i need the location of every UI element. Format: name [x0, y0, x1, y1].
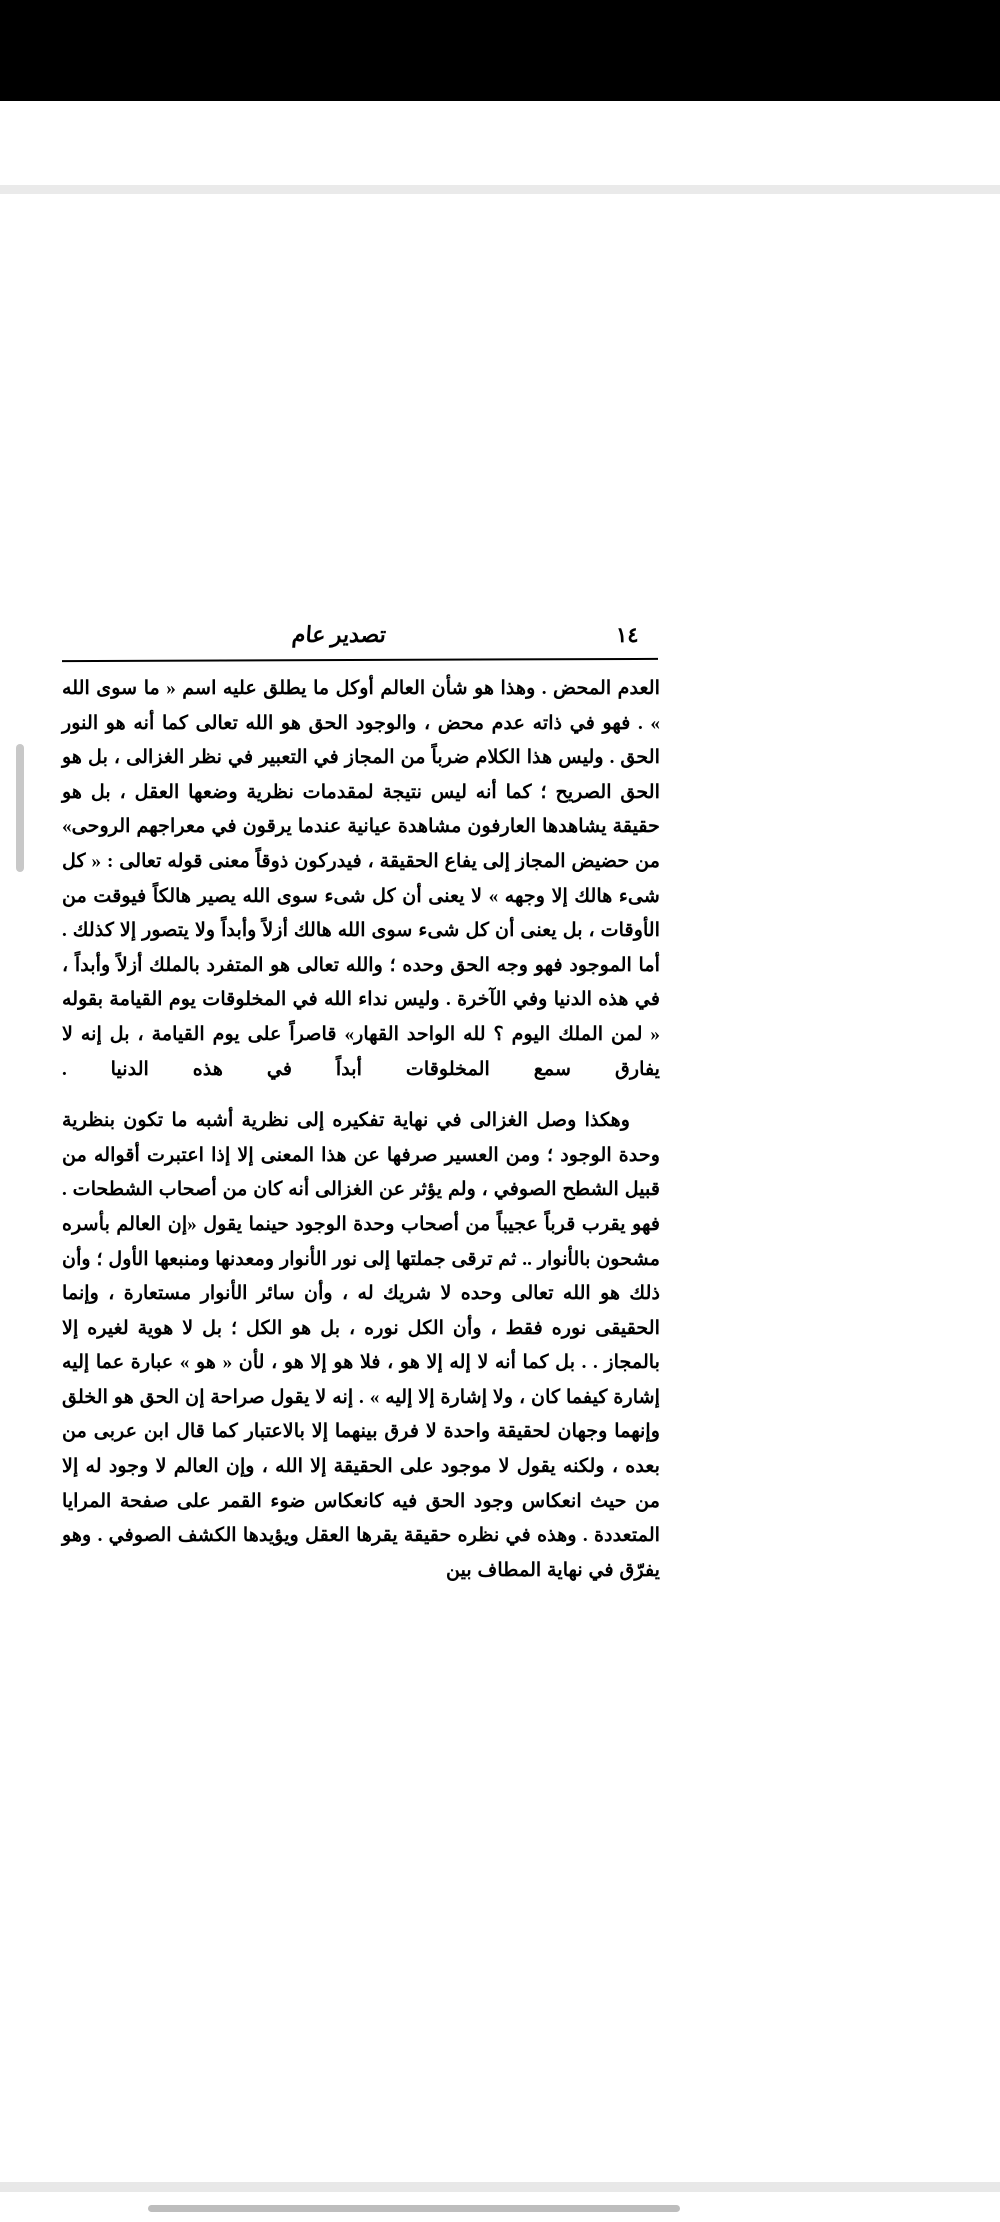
header-rule	[62, 658, 658, 662]
page-right-margin	[710, 194, 1000, 2182]
scanned-page-content	[0, 194, 710, 2182]
scrollbar-thumb[interactable]	[16, 744, 24, 872]
body-text-column	[62, 672, 660, 1588]
page-number: ١٤	[616, 623, 639, 647]
reader-toolbar-area	[0, 101, 1000, 185]
home-indicator[interactable]	[148, 2205, 680, 2212]
bottom-divider	[0, 2182, 1000, 2192]
running-head-row	[62, 604, 662, 648]
toolbar-divider	[0, 185, 1000, 194]
paragraph: وهكذا وصل الغزالى في نهاية تفكيره إلى نظرية أشبه ما تكون بنظرية وحدة الوجود ؛ ومن العسير صرفها عن هذا المعنى إلا إذا اعتبرت أقواله من قبيل الشطح الصوفي ، ولم يؤثر عن الغزالى أنه كان من أصحاب الشطحات . فهو يقرب قرباً عجيباً من أصحاب وحدة الوجود حينما يقول «إن العالم بأسره مشحون بالأنوار .. ثم ترقى جملتها إلى نور الأنوار ومعدنها ومنبعها الأول ؛ وأن ذلك هو الله تعالى وحده لا شريك له ، وأن سائر الأنوار مستعارة ، وإنما الحقيقى نوره فقط ، وأن الكل نوره ، بل هو الكل ؛ بل لا هوية لغيره إلا بالمجاز . . بل كما أنه لا إله إلا هو ، فلا هو إلا هو ، لأن « هو » عبارة عما إليه إشارة كيفما كان ، ولا إشارة إلا إليه » . إنه لا يقول صراحة إن الحق هو الخلق وإنهما وجهان لحقيقة واحدة لا فرق بينهما إلا بالاعتبار كما قال ابن عربى من بعده ، ولكنه يقول لا موجود على الحقيقة إلا الله ، وإن العالم لا وجود له إلا من حيث انعكاس وجود الحق فيه كانعكاس ضوء القمر على صفحة المرايا المتعددة . وهذه في نظره حقيقة يقرها العقل ويؤيدها الكشف الصوفي . وهو يفرّق في نهاية المطاف بين	[61, 1110, 660, 1581]
running-head-title: تصدير عام	[291, 622, 387, 647]
status-bar	[0, 0, 1000, 101]
vertical-scrollbar[interactable]	[8, 194, 16, 2182]
paragraph: العدم المحض . وهذا هو شأن العالم أوكل ما يطلق عليه اسم « ما سوى الله » . فهو في ذاته عدم محض ، والوجود الحق هو الله تعالى كما أنه هو النور الحق . وليس هذا الكلام ضرباً من المجاز في التعبير في نظر الغزالى ، بل هو الحق الصريح ؛ كما أنه ليس نتيجة لمقدمات نظرية وضعها العقل ، بل هو حقيقة يشاهدها العارفون مشاهدة عيانية عندما يرقون في معراجهم الروحى» من حضيض المجاز إلى يفاع الحقيقة ، فيدركون ذوقاً معنى قوله تعالى : « كل شىء هالك إلا وجهه » لا يعنى أن كل شىء سوى الله يصير هالكاً فيوقت من الأوقات ، بل يعنى أن كل شىء سوى الله هالك أزلاً وأبداً ولا يتصور إلا كذلك . أما الموجود فهو وجه الحق وحده ؛ والله تعالى هو المتفرد بالملك أزلاً وأبداً ، في هذه الدنيا وفي الآخرة . وليس نداء الله في المخلوقات يوم القيامة بقوله « لمن الملك اليوم ؟ لله الواحد القهار» قاصراً على يوم القيامة ، بل إنه لا يفارق سمع المخلوقات أبداً في هذه الدنيا .	[62, 678, 660, 1080]
